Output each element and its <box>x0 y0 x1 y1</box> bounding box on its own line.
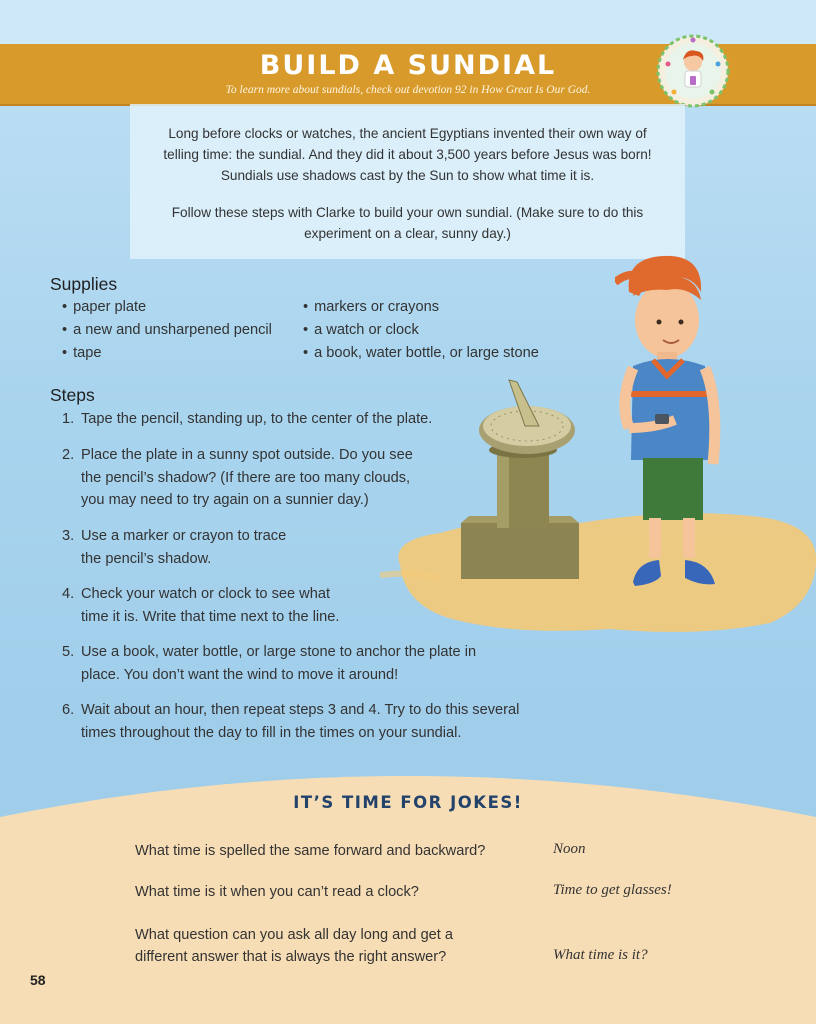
boy-with-watch-illustration <box>615 252 725 592</box>
joke-answer: Time to get glasses! <box>553 882 672 898</box>
clarke-badge-icon <box>656 34 730 108</box>
supplies-list-left <box>62 296 272 365</box>
steps-heading: Steps <box>50 385 95 405</box>
step-number: 6. <box>62 702 75 718</box>
step-text: Wait about an hour, then repeat steps 3 and 4. Try to do this several times throughout the day to fill in the times on your sundial. <box>81 702 520 741</box>
list-item <box>62 408 532 431</box>
list-item <box>62 641 502 686</box>
list-item: • markers or crayons <box>303 296 539 319</box>
step-text: Use a marker or crayon to trace the pencil’s shadow. <box>81 528 287 567</box>
step-number: 3. <box>62 528 75 544</box>
step-text: Check your watch or clock to see what time it is. Write that time next to the line. <box>81 586 340 625</box>
intro-instructions: Follow these steps with Clarke to build your own sundial. (Make sure to do this experiment on a clear, sunny day.) <box>171 205 644 241</box>
list-item: • a book, water bottle, or large stone <box>303 342 539 365</box>
page-number: 58 <box>30 972 46 988</box>
list-item <box>62 444 422 512</box>
step-number: 5. <box>62 644 75 660</box>
step-number: 2. <box>62 447 75 463</box>
intro-box <box>130 104 685 259</box>
page-title: BUILD A SUNDIAL <box>259 50 557 81</box>
joke-question: What time is it when you can’t read a clock? <box>135 884 419 900</box>
page-subtitle: To learn more about sundials, check out devotion 92 in How Great Is Our God. <box>225 84 591 96</box>
list-item: • paper plate <box>62 296 272 319</box>
list-item: • a watch or clock <box>303 319 539 342</box>
jokes-heading: IT’S TIME FOR JOKES! <box>293 793 523 812</box>
step-text: Use a book, water bottle, or large stone to anchor the plate in place. You don’t want the wind to move it around! <box>81 644 477 683</box>
supplies-heading: Supplies <box>50 274 118 294</box>
supplies-list-right <box>303 296 539 365</box>
joke-question: What time is spelled the same forward and backward? <box>135 843 486 859</box>
sand-patch <box>380 505 816 635</box>
list-item <box>62 525 302 570</box>
list-item <box>62 583 352 628</box>
joke-answer: Noon <box>553 841 586 857</box>
step-number: 1. <box>62 411 75 427</box>
step-text: Tape the pencil, standing up, to the center of the plate. <box>81 411 433 427</box>
step-number: 4. <box>62 586 75 602</box>
joke-answer: What time is it? <box>553 947 648 963</box>
step-text: Place the plate in a sunny spot outside. Do you see the pencil’s shadow? (If there are too many clouds, you may need to try again on a sunnier day.) <box>81 447 413 508</box>
joke-question: What question can you ask all day long and get a different answer that is always the right answer? <box>135 927 454 965</box>
list-item: • tape <box>62 342 272 365</box>
intro-paragraph: Long before clocks or watches, the ancient Egyptians invented their own way of telling time: the sundial. And they did it about 3,500 years before Jesus was born! Sundials use shadows cast by the Sun to show what time it is. <box>163 126 652 183</box>
list-item: • a new and unsharpened pencil <box>62 319 272 342</box>
list-item <box>62 699 532 744</box>
